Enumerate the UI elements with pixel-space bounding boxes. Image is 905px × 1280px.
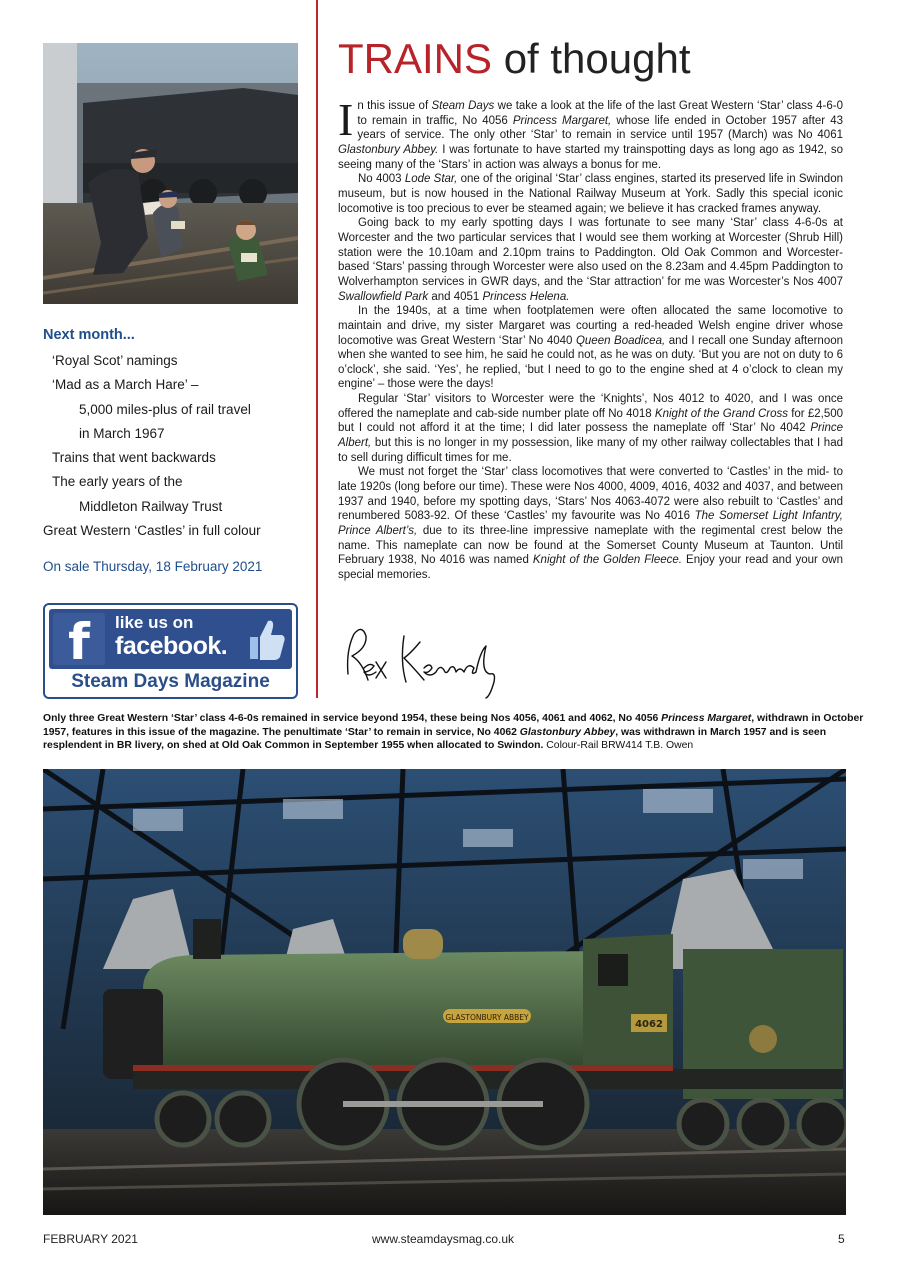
drop-cap: I — [338, 94, 354, 145]
next-month-item: ‘Mad as a March Hare’ – — [52, 377, 199, 393]
italic-text: Knight of the Golden Fleece. — [532, 554, 682, 567]
italic-text: Swallowfield Park — [338, 290, 429, 303]
photo-locomotive-4062 — [43, 769, 846, 1215]
italic-text: Princess Helena. — [482, 290, 570, 303]
title-of-thought: of thought — [503, 35, 691, 82]
photo-trainspotters — [43, 43, 298, 304]
on-sale-date: On sale Thursday, 18 February 2021 — [43, 559, 263, 574]
text-run: We must not forget the ‘Star’ class locomotives that were converted to ‘Castles’ in the mid- to late 1920s (long before our time). These were Nos 4000, 4009, 4016, 4032 and 4037, and between 1937 and 1940, before my spotting days, ‘Stars’ Nos 4063-4072 were also rebuilt to ‘Castles’ and renumbered 5083-92. Of these ‘Castles’ my favourite was No 4016 — [338, 466, 843, 523]
facebook-banner — [49, 609, 292, 669]
next-month-item: Trains that went backwards — [52, 450, 216, 466]
locomotive-shed-illustration — [43, 769, 846, 1215]
next-month-item: Great Western ‘Castles’ in full colour — [43, 523, 261, 539]
italic-text: Glastonbury Abbey — [519, 726, 616, 738]
column-divider — [316, 0, 318, 698]
text-run: , withdrawn in October 1957, features in this issue of the magazine. The penultimate ‘Star’ to remain in service, No 4062 — [43, 713, 864, 738]
title-trains: TRAINS — [338, 35, 493, 82]
italic-text: Princess Margaret — [661, 713, 752, 724]
next-month-item: The early years of the — [52, 474, 183, 490]
text-run: whose life ended in October 1957 after 43 years of service. The only other ‘Star’ to remain in service until 1957 (March) was No 4061 — [357, 114, 844, 142]
article-paragraph — [338, 304, 843, 392]
text-run: , was withdrawn in March 1957 and is seen resplendent in BR livery, on shed at Old Oak Common in September 1955 when allocated to Swindon. — [43, 726, 827, 752]
italic-text: Steam Days — [431, 100, 495, 112]
facebook-wordmark: facebook. — [115, 632, 228, 660]
next-month-item: Middleton Railway Trust — [79, 498, 223, 514]
text-run: we take a look at the life of the last Great Western ‘Star’ class 4-6-0 to remain in traffic, No 4056 — [357, 100, 843, 127]
article-paragraph — [338, 94, 844, 172]
article-body — [338, 94, 844, 583]
text-run: Regular ‘Star’ visitors to Worcester were the ‘Knights’, Nos 4012 to 4020, and I was once offered the nameplate and cab-side number plate off No 4018 — [338, 393, 843, 420]
text-run: one of the original ‘Star’ class engines, started its preserved life in Swindon museum, but is now housed in the National Railway Museum at York. Sadly this special iconic locomotive is too precious to ever be steamed again; we believe it has cracked frames anyway. — [338, 173, 843, 215]
text-run: for £2,500 but I could not afford it at the time; I did later possess the nameplate off ‘Star’ No 4042 — [338, 407, 844, 435]
next-month-item: ‘Royal Scot’ namings — [52, 353, 178, 368]
next-month-item: 5,000 miles-plus of rail travel — [79, 401, 251, 417]
editor-signature — [340, 622, 500, 700]
thumbs-up-icon — [244, 615, 286, 663]
italic-text: The Somerset Light Infantry, Prince Albert’s, — [338, 510, 843, 538]
trainspotters-illustration — [43, 43, 298, 304]
footer-issue-date: FEBRUARY 2021 — [43, 1232, 138, 1246]
text-run: and 4051 — [428, 290, 483, 303]
text-run: In the 1940s, at a time when footplatemen were often allocated the same locomotive to maintain and drive, my sister Margaret was courting a red-headed Welsh engine driver whose locomotive was Great Western ‘Star’ No 4040 — [338, 305, 843, 347]
next-month-heading: Next month... — [43, 327, 135, 343]
article-paragraph — [338, 465, 843, 582]
text-run: Only three Great Western ‘Star’ class 4-6-0s remained in service beyond 1954, these being Nos 4056, 4061 and 4062, No 4056 — [43, 713, 662, 724]
text-run: due to its three-line impressive nameplate with the regimental crest below the name. This nameplate can now be found at the Somerset County Museum at Taunton. Until February 1938, No 4016 was named — [338, 525, 844, 567]
italic-text: Prince Albert, — [338, 422, 843, 450]
italic-text: Lode Star, — [404, 173, 458, 186]
article-paragraph — [338, 216, 843, 304]
text-run: n this issue of — [357, 100, 432, 112]
facebook-like-badge[interactable] — [43, 603, 298, 699]
italic-text: Princess Margaret, — [512, 114, 612, 127]
facebook-logo-icon: f — [53, 613, 105, 665]
nameplate-text: GLASTONBURY ABBEY — [445, 1013, 529, 1022]
text-run: I was fortunate to have started my trainspotting days as long ago as 1942, so seeing many of the ‘Stars’ in action was always a bonus for me. — [338, 143, 843, 171]
text-run: and I recall one Sunday afternoon when she wanted to see him, he said he could not, as he was on duty. ‘But you are not on duty to 6 o’clock’, she said. ‘Yes’, he replied, ‘but I need to go to the engine shed at 4 o’clock to clean my engine’ – those were the days! — [338, 334, 844, 391]
photo-credit: Colour-Rail BRW414 T.B. Owen — [546, 740, 694, 752]
facebook-page-name: Steam Days Magazine — [71, 671, 270, 692]
next-month-list — [43, 349, 308, 543]
italic-text: Glastonbury Abbey. — [338, 143, 439, 156]
article-paragraph — [338, 392, 843, 465]
text-run: Enjoy your read and your own special memories. — [338, 554, 843, 581]
footer-website[interactable]: www.steamdaysmag.co.uk — [372, 1232, 515, 1246]
article-paragraph — [338, 172, 843, 216]
text-run: but this is no longer in my possession, like many of my other railway collectables that I had to sell during difficult times for me. — [338, 437, 843, 464]
next-month-item: in March 1967 — [79, 425, 165, 441]
cab-number-plate: 4062 — [635, 1019, 663, 1030]
footer-page-number: 5 — [838, 1232, 845, 1246]
text-run: Going back to my early spotting days I was fortunate to see many ‘Star’ class 4-6-0s at Worcester and the two particular services that I would see them working at Worcester (Shrub Hill) station were the 10.10am and 2.10pm trains to Paddington. Old Oak Common and Worcester-based ‘Stars’ passing through Worcester were also used on the 8.23am and 4.45pm Paddington to Wolverhampton services in GWR days, and the ‘Star attraction’ for me was Worcester’s Nos 4007 — [338, 217, 843, 288]
photo-caption — [43, 712, 865, 753]
article-title — [338, 34, 691, 84]
text-run: No 4003 — [358, 173, 405, 186]
italic-text: Knight of the Grand Cross — [654, 407, 788, 420]
facebook-like-text: like us on — [115, 613, 194, 632]
italic-text: Queen Boadicea, — [575, 334, 666, 347]
